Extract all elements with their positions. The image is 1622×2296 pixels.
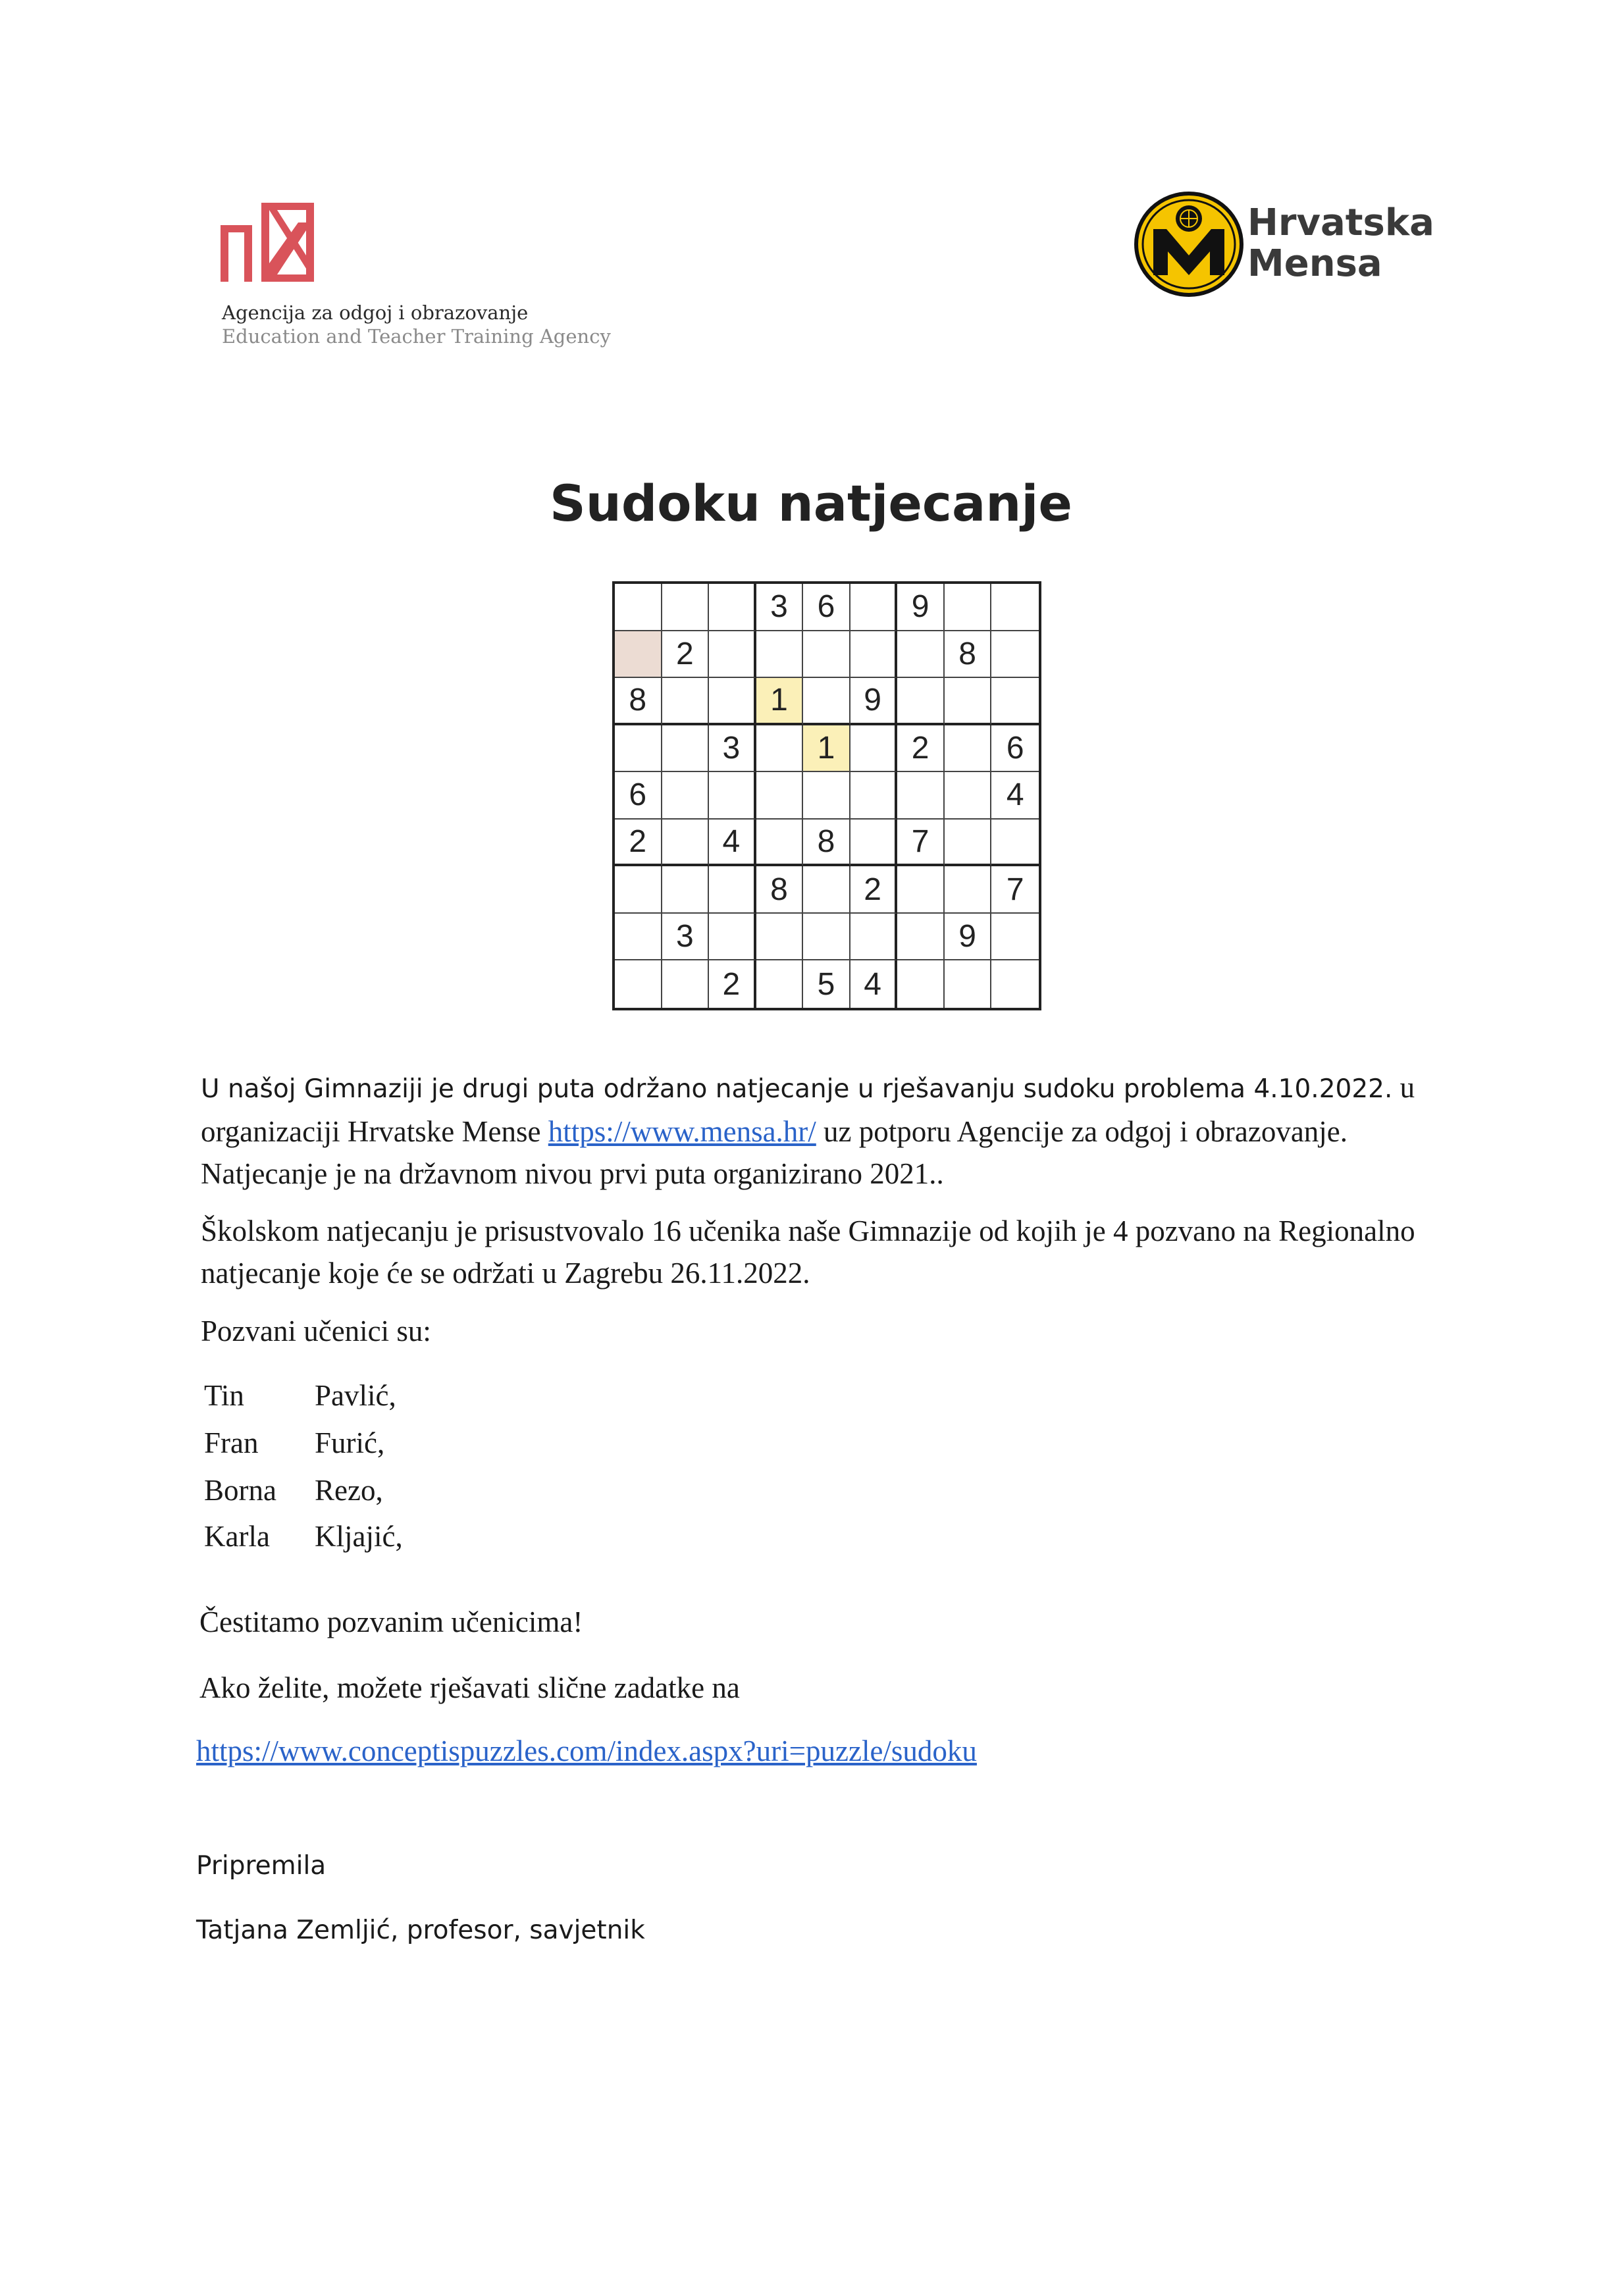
sudoku-cell: 2 <box>709 960 756 1008</box>
sudoku-cell <box>756 820 804 867</box>
sudoku-cell: 7 <box>991 866 1039 914</box>
mensa-name <box>1247 203 1434 284</box>
sudoku-cell: 6 <box>803 584 850 631</box>
sudoku-cell <box>850 772 898 820</box>
sudoku-cell: 2 <box>662 631 710 679</box>
sudoku-cell <box>756 960 804 1008</box>
sudoku-cell <box>897 631 945 679</box>
sudoku-cell <box>662 678 710 725</box>
sudoku-cell <box>991 584 1039 631</box>
student-first-name: Fran <box>204 1426 259 1459</box>
student-first-name: Borna <box>204 1474 276 1507</box>
intro-sans-text: U našoj Gimnaziji je drugi puta održano natjecanje u rješavanju sudoku problema 4.10.2022. <box>201 1074 1393 1104</box>
sudoku-cell <box>803 866 850 914</box>
sudoku-cell: 9 <box>897 584 945 631</box>
sudoku-cell <box>662 820 710 867</box>
sudoku-cell <box>756 914 804 961</box>
invited-students-heading: Pozvani učenici su: <box>201 1315 431 1347</box>
sudoku-cell: 3 <box>756 584 804 631</box>
paragraph-results: Školskom natjecanju je prisustvovalo 16 učenika naše Gimnazije od kojih je 4 pozvano na Regionalno natjecanje koje će se održati u Zagrebu 26.11.2022. <box>201 1214 1415 1290</box>
sudoku-cell <box>897 772 945 820</box>
sudoku-cell <box>945 772 992 820</box>
sudoku-cell <box>756 725 804 773</box>
sudoku-cell <box>991 631 1039 679</box>
congratulations-text: Čestitamo pozvanim učenicima! <box>199 1605 583 1638</box>
sudoku-cell: 3 <box>709 725 756 773</box>
sudoku-cell <box>615 631 662 679</box>
sudoku-cell <box>662 866 710 914</box>
sudoku-cell <box>945 725 992 773</box>
sudoku-cell <box>945 866 992 914</box>
author-signature: Tatjana Zemljić, profesor, savjetnik <box>196 1916 645 1945</box>
sudoku-cell <box>615 866 662 914</box>
sudoku-cell <box>709 914 756 961</box>
student-first-name: Karla <box>204 1520 270 1553</box>
sudoku-cell <box>897 866 945 914</box>
sudoku-cell <box>850 631 898 679</box>
sudoku-cell: 3 <box>662 914 710 961</box>
prepared-by-label: Pripremila <box>196 1851 327 1881</box>
sudoku-cell <box>662 584 710 631</box>
sudoku-cell: 8 <box>756 866 804 914</box>
sudoku-cell <box>850 820 898 867</box>
sudoku-cell <box>991 678 1039 725</box>
sudoku-cell <box>897 914 945 961</box>
sudoku-cell <box>897 960 945 1008</box>
intro-text-b: uz potporu Agencije za odgoj i obrazovanje. Natjecanje je na državnom nivou prvi puta organizirano 2021.. <box>201 1115 1348 1190</box>
sudoku-cell <box>615 584 662 631</box>
student-last-name: Rezo, <box>315 1474 383 1507</box>
agency-name: Agencija za odgoj i obrazovanje <box>222 301 529 324</box>
sudoku-cell: 4 <box>850 960 898 1008</box>
sudoku-cell: 9 <box>945 914 992 961</box>
try-puzzles-text: Ako želite, možete rješavati slične zadatke na <box>199 1671 740 1704</box>
mensa-logo-icon <box>1134 191 1244 298</box>
intro-text-a: u organizaciji Hrvatske Mense <box>201 1071 1415 1148</box>
agency-name-english: Education and Teacher Training Agency <box>222 325 611 348</box>
sudoku-cell <box>615 914 662 961</box>
sudoku-cell <box>803 678 850 725</box>
sudoku-cell <box>662 960 710 1008</box>
sudoku-cell <box>850 914 898 961</box>
sudoku-cell: 6 <box>991 725 1039 773</box>
sudoku-cell: 4 <box>709 820 756 867</box>
sudoku-cell <box>897 678 945 725</box>
sudoku-cell <box>803 772 850 820</box>
sudoku-cell: 2 <box>850 866 898 914</box>
sudoku-cell: 8 <box>803 820 850 867</box>
sudoku-cell <box>991 960 1039 1008</box>
student-first-name: Tin <box>204 1379 244 1412</box>
sudoku-cell: 8 <box>945 631 992 679</box>
student-last-name: Pavlić, <box>315 1379 396 1412</box>
student-last-name: Kljajić, <box>315 1520 403 1553</box>
sudoku-cell <box>945 584 992 631</box>
sudoku-cell: 8 <box>615 678 662 725</box>
sudoku-cell: 2 <box>897 725 945 773</box>
sudoku-cell <box>945 960 992 1008</box>
paragraph-intro <box>201 1066 1438 1195</box>
sudoku-cell <box>756 772 804 820</box>
sudoku-cell <box>756 631 804 679</box>
sudoku-cell <box>662 725 710 773</box>
sudoku-cell: 2 <box>615 820 662 867</box>
sudoku-cell: 1 <box>803 725 850 773</box>
sudoku-cell <box>803 914 850 961</box>
agency-logo-icon <box>221 203 319 282</box>
mensa-name-line2: Mensa <box>1247 242 1382 285</box>
sudoku-cell <box>709 772 756 820</box>
sudoku-cell <box>991 820 1039 867</box>
sudoku-cell <box>709 678 756 725</box>
sudoku-cell <box>850 725 898 773</box>
conceptis-link[interactable]: https://www.conceptispuzzles.com/index.aspx?uri=puzzle/sudoku <box>196 1735 977 1767</box>
sudoku-cell <box>945 820 992 867</box>
sudoku-cell <box>615 960 662 1008</box>
sudoku-cell <box>945 678 992 725</box>
sudoku-cell: 9 <box>850 678 898 725</box>
sudoku-cell <box>709 584 756 631</box>
sudoku-cell <box>709 631 756 679</box>
sudoku-cell: 1 <box>756 678 804 725</box>
sudoku-cell: 7 <box>897 820 945 867</box>
sudoku-cell <box>803 631 850 679</box>
sudoku-cell: 5 <box>803 960 850 1008</box>
page-title: Sudoku natjecanje <box>550 474 1072 533</box>
sudoku-cell <box>991 914 1039 961</box>
sudoku-cell <box>709 866 756 914</box>
student-last-name: Furić, <box>315 1426 385 1459</box>
sudoku-cell <box>662 772 710 820</box>
sudoku-grid <box>612 581 1041 1010</box>
mensa-link[interactable]: https://www.mensa.hr/ <box>548 1115 816 1148</box>
sudoku-cell: 4 <box>991 772 1039 820</box>
conceptis-link-container <box>196 1730 1434 1772</box>
sudoku-cell <box>615 725 662 773</box>
mensa-name-line1: Hrvatska <box>1247 201 1434 244</box>
sudoku-cell <box>850 584 898 631</box>
sudoku-cell: 6 <box>615 772 662 820</box>
